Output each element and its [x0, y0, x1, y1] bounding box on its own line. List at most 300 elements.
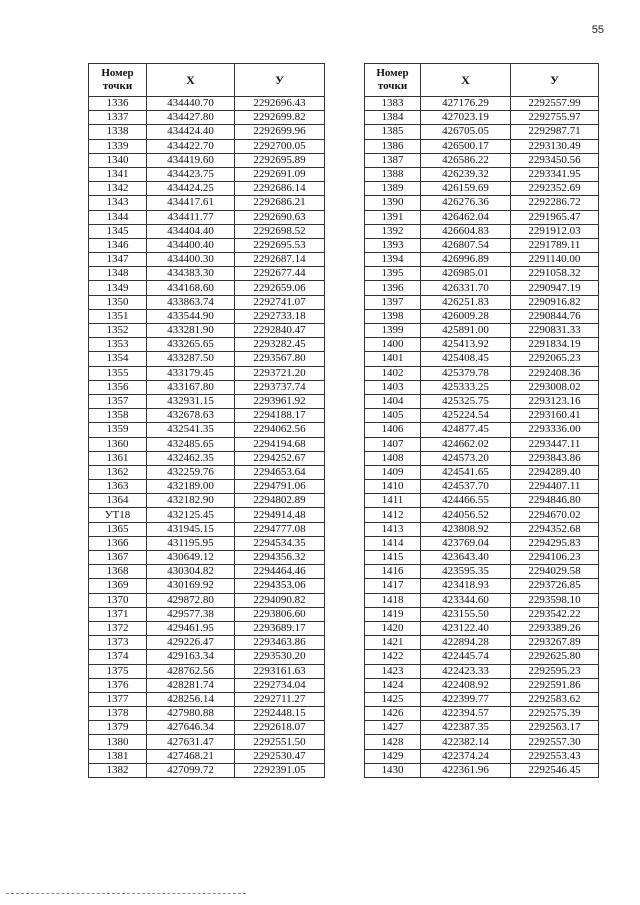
table-row [89, 749, 325, 763]
cell-x: 426009.28 [421, 309, 511, 323]
table-row [89, 636, 325, 650]
cell-y: 2292696.43 [235, 97, 325, 111]
cell-point-number: 1336 [89, 97, 147, 111]
cell-point-number: 1421 [365, 636, 421, 650]
cell-y: 2292448.15 [235, 707, 325, 721]
table-row [89, 423, 325, 437]
cell-y: 2293806.60 [235, 607, 325, 621]
table-row [89, 465, 325, 479]
cell-point-number: 1388 [365, 167, 421, 181]
cell-x: 433179.45 [147, 366, 235, 380]
cell-y: 2292595.23 [511, 664, 599, 678]
table-row [89, 664, 325, 678]
cell-point-number: 1419 [365, 607, 421, 621]
cell-y: 2292553.43 [511, 749, 599, 763]
cell-y: 2293598.10 [511, 593, 599, 607]
table-row [365, 295, 599, 309]
cell-point-number: 1361 [89, 451, 147, 465]
cell-y: 2292659.06 [235, 281, 325, 295]
cell-y: 2290916.82 [511, 295, 599, 309]
cell-y: 2294062.56 [235, 423, 325, 437]
cell-point-number: 1427 [365, 721, 421, 735]
cell-point-number: 1382 [89, 763, 147, 777]
table-row [89, 735, 325, 749]
table-row [365, 153, 599, 167]
cell-x: 429872.80 [147, 593, 235, 607]
table-row [89, 366, 325, 380]
table-row [89, 210, 325, 224]
table-row [89, 111, 325, 125]
table-row [365, 210, 599, 224]
cell-x: 424537.70 [421, 480, 511, 494]
table-row [365, 650, 599, 664]
cell-y: 2292733.18 [235, 309, 325, 323]
cell-x: 432931.15 [147, 394, 235, 408]
table-row [89, 380, 325, 394]
cell-y: 2290844.76 [511, 309, 599, 323]
cell-x: 426159.69 [421, 182, 511, 196]
cell-x: 428281.74 [147, 678, 235, 692]
cell-y: 2294914.48 [235, 508, 325, 522]
cell-x: 430304.82 [147, 565, 235, 579]
cell-point-number: 1356 [89, 380, 147, 394]
table-row [89, 224, 325, 238]
table-row [89, 309, 325, 323]
cell-y: 2293008.02 [511, 380, 599, 394]
cell-point-number: 1355 [89, 366, 147, 380]
cell-point-number: 1378 [89, 707, 147, 721]
cell-y: 2292563.17 [511, 721, 599, 735]
cell-y: 2292546.45 [511, 763, 599, 777]
table-row [365, 97, 599, 111]
cell-point-number: 1372 [89, 621, 147, 635]
cell-y: 2293447.11 [511, 437, 599, 451]
table-row [89, 437, 325, 451]
cell-x: 426276.36 [421, 196, 511, 210]
cell-point-number: 1353 [89, 338, 147, 352]
cell-y: 2292711.27 [235, 692, 325, 706]
cell-x: 423344.60 [421, 593, 511, 607]
cell-x: 434424.40 [147, 125, 235, 139]
cell-x: 433287.50 [147, 352, 235, 366]
cell-x: 422361.96 [421, 763, 511, 777]
table-row [365, 508, 599, 522]
cell-x: 425413.92 [421, 338, 511, 352]
cell-point-number: 1391 [365, 210, 421, 224]
cell-point-number: 1387 [365, 153, 421, 167]
table-row [365, 267, 599, 281]
cell-x: 433281.90 [147, 324, 235, 338]
cell-x: 426604.83 [421, 224, 511, 238]
cell-y: 2293282.45 [235, 338, 325, 352]
cell-point-number: 1340 [89, 153, 147, 167]
cell-y: 2292690.63 [235, 210, 325, 224]
cell-point-number: 1409 [365, 465, 421, 479]
cell-x: 432462.35 [147, 451, 235, 465]
cell-x: 422382.14 [421, 735, 511, 749]
cell-x: 433544.90 [147, 309, 235, 323]
cell-y: 2292734.04 [235, 678, 325, 692]
cell-point-number: 1397 [365, 295, 421, 309]
cell-y: 2293542.22 [511, 607, 599, 621]
cell-x: 422387.35 [421, 721, 511, 735]
cell-y: 2292391.05 [235, 763, 325, 777]
cell-y: 2294188.17 [235, 409, 325, 423]
cell-point-number: 1423 [365, 664, 421, 678]
cell-x: 426705.05 [421, 125, 511, 139]
header-y: У [511, 64, 599, 97]
cell-point-number: 1400 [365, 338, 421, 352]
cell-x: 426586.22 [421, 153, 511, 167]
cell-point-number: 1422 [365, 650, 421, 664]
cell-y: 2293336.00 [511, 423, 599, 437]
table-row [365, 111, 599, 125]
cell-y: 2292700.05 [235, 139, 325, 153]
table-row [365, 380, 599, 394]
cell-point-number: 1367 [89, 551, 147, 565]
cell-point-number: 1403 [365, 380, 421, 394]
cell-point-number: 1342 [89, 182, 147, 196]
table-row [365, 678, 599, 692]
cell-x: 434440.70 [147, 97, 235, 111]
table-row [365, 238, 599, 252]
cell-x: 422399.77 [421, 692, 511, 706]
cell-y: 2292987.71 [511, 125, 599, 139]
cell-x: 433167.80 [147, 380, 235, 394]
cell-y: 2292551.50 [235, 735, 325, 749]
cell-y: 2293123.16 [511, 394, 599, 408]
cell-y: 2292575.39 [511, 707, 599, 721]
cell-y: 2291965.47 [511, 210, 599, 224]
cell-x: 427468.21 [147, 749, 235, 763]
table-body [365, 97, 599, 778]
table-row [365, 437, 599, 451]
table-row [365, 579, 599, 593]
cell-x: 433265.65 [147, 338, 235, 352]
cell-x: 425333.25 [421, 380, 511, 394]
cell-x: 427099.72 [147, 763, 235, 777]
cell-y: 2293267.89 [511, 636, 599, 650]
cell-point-number: 1418 [365, 593, 421, 607]
table-row [365, 721, 599, 735]
cell-x: 423155.50 [421, 607, 511, 621]
cell-y: 2292695.89 [235, 153, 325, 167]
cell-point-number: 1398 [365, 309, 421, 323]
cell-x: 424466.55 [421, 494, 511, 508]
table-row [365, 607, 599, 621]
cell-point-number: 1412 [365, 508, 421, 522]
cell-y: 2291912.03 [511, 224, 599, 238]
cell-y: 2294353.06 [235, 579, 325, 593]
cell-y: 2293463.86 [235, 636, 325, 650]
table-row [365, 707, 599, 721]
table-row [365, 224, 599, 238]
cell-point-number: 1408 [365, 451, 421, 465]
table-row [89, 253, 325, 267]
table-row [365, 664, 599, 678]
cell-x: 429226.47 [147, 636, 235, 650]
table-row [365, 182, 599, 196]
cell-y: 2292286.72 [511, 196, 599, 210]
cell-y: 2292755.97 [511, 111, 599, 125]
cell-point-number: 1360 [89, 437, 147, 451]
table-row [365, 551, 599, 565]
table-row [365, 763, 599, 777]
table-row [365, 423, 599, 437]
table-row [89, 324, 325, 338]
cell-x: 422408.92 [421, 678, 511, 692]
table-row [365, 253, 599, 267]
table-row [365, 451, 599, 465]
table-row [89, 593, 325, 607]
cell-x: 432182.90 [147, 494, 235, 508]
cell-y: 2294252.67 [235, 451, 325, 465]
table-row [89, 352, 325, 366]
cell-point-number: 1351 [89, 309, 147, 323]
cell-x: 434417.61 [147, 196, 235, 210]
table-row [89, 281, 325, 295]
cell-point-number: 1364 [89, 494, 147, 508]
cell-x: 434411.77 [147, 210, 235, 224]
table-row [89, 763, 325, 777]
cell-y: 2293341.95 [511, 167, 599, 181]
table-row [89, 494, 325, 508]
table-row [89, 621, 325, 635]
cell-point-number: 1425 [365, 692, 421, 706]
header-point-number: Номер точки [89, 64, 147, 97]
cell-x: 434423.75 [147, 167, 235, 181]
table-row [89, 707, 325, 721]
cell-point-number: 1371 [89, 607, 147, 621]
cell-point-number: 1352 [89, 324, 147, 338]
cell-y: 2292840.47 [235, 324, 325, 338]
cell-y: 2292625.80 [511, 650, 599, 664]
cell-x: 432189.00 [147, 480, 235, 494]
cell-point-number: 1420 [365, 621, 421, 635]
table-row [89, 551, 325, 565]
cell-x: 423808.92 [421, 522, 511, 536]
cell-y: 2293161.63 [235, 664, 325, 678]
cell-point-number: 1424 [365, 678, 421, 692]
cell-y: 2294194.68 [235, 437, 325, 451]
cell-x: 425224.54 [421, 409, 511, 423]
cell-point-number: 1414 [365, 536, 421, 550]
cell-y: 2292557.99 [511, 97, 599, 111]
cell-x: 424573.20 [421, 451, 511, 465]
cell-y: 2292686.21 [235, 196, 325, 210]
cell-y: 2294106.23 [511, 551, 599, 565]
cell-x: 434419.60 [147, 153, 235, 167]
cell-point-number: 1417 [365, 579, 421, 593]
cell-x: 424056.52 [421, 508, 511, 522]
cell-y: 2293737.74 [235, 380, 325, 394]
cell-point-number: 1345 [89, 224, 147, 238]
cell-x: 425325.75 [421, 394, 511, 408]
table-row [89, 338, 325, 352]
table-row [365, 593, 599, 607]
cell-x: 431945.15 [147, 522, 235, 536]
table-row [89, 565, 325, 579]
table-row [365, 281, 599, 295]
cell-y: 2292557.30 [511, 735, 599, 749]
cell-x: 434400.40 [147, 238, 235, 252]
cell-y: 2293130.49 [511, 139, 599, 153]
cell-x: 430649.12 [147, 551, 235, 565]
cell-x: 431195.95 [147, 536, 235, 550]
table-row [365, 196, 599, 210]
table-row [89, 678, 325, 692]
cell-x: 426331.70 [421, 281, 511, 295]
cell-y: 2294846.80 [511, 494, 599, 508]
cell-y: 2292686.14 [235, 182, 325, 196]
cell-point-number: 1363 [89, 480, 147, 494]
cell-x: 434383.30 [147, 267, 235, 281]
table-row [89, 97, 325, 111]
cell-y: 2292698.52 [235, 224, 325, 238]
cell-point-number: 1376 [89, 678, 147, 692]
cell-y: 2294295.83 [511, 536, 599, 550]
cell-x: 427176.29 [421, 97, 511, 111]
header-y: У [235, 64, 325, 97]
table-row [89, 692, 325, 706]
cell-point-number: 1341 [89, 167, 147, 181]
cell-point-number: УТ18 [89, 508, 147, 522]
cell-x: 422394.57 [421, 707, 511, 721]
table-row [89, 167, 325, 181]
cell-point-number: 1347 [89, 253, 147, 267]
cell-y: 2292677.44 [235, 267, 325, 281]
cell-x: 429461.95 [147, 621, 235, 635]
cell-x: 434424.25 [147, 182, 235, 196]
cell-y: 2294029.58 [511, 565, 599, 579]
table-row [89, 579, 325, 593]
cell-x: 434168.60 [147, 281, 235, 295]
cell-point-number: 1385 [365, 125, 421, 139]
cell-y: 2291789.11 [511, 238, 599, 252]
coordinates-table-right [364, 63, 599, 778]
table-row [365, 480, 599, 494]
cell-point-number: 1381 [89, 749, 147, 763]
cell-x: 427023.19 [421, 111, 511, 125]
cell-point-number: 1368 [89, 565, 147, 579]
cell-y: 2292408.36 [511, 366, 599, 380]
table-row [365, 139, 599, 153]
cell-x: 425891.00 [421, 324, 511, 338]
cell-point-number: 1426 [365, 707, 421, 721]
table-row [89, 536, 325, 550]
table-row [365, 565, 599, 579]
cell-y: 2293721.20 [235, 366, 325, 380]
cell-y: 2293843.86 [511, 451, 599, 465]
cell-y: 2290831.33 [511, 324, 599, 338]
cell-point-number: 1386 [365, 139, 421, 153]
cell-x: 426985.01 [421, 267, 511, 281]
table-row [89, 607, 325, 621]
cell-point-number: 1358 [89, 409, 147, 423]
cell-x: 432125.45 [147, 508, 235, 522]
cell-y: 2294289.40 [511, 465, 599, 479]
cell-y: 2292583.62 [511, 692, 599, 706]
cell-point-number: 1394 [365, 253, 421, 267]
cell-x: 423769.04 [421, 536, 511, 550]
table-row [365, 636, 599, 650]
cell-x: 426462.04 [421, 210, 511, 224]
cell-y: 2294356.32 [235, 551, 325, 565]
cell-point-number: 1357 [89, 394, 147, 408]
table-header-row [365, 64, 599, 97]
table-row [365, 366, 599, 380]
cell-point-number: 1393 [365, 238, 421, 252]
cell-x: 425379.78 [421, 366, 511, 380]
table-header-row [89, 64, 325, 97]
table-row [89, 153, 325, 167]
table-row [89, 182, 325, 196]
cell-x: 426251.83 [421, 295, 511, 309]
cell-y: 2292695.53 [235, 238, 325, 252]
table-row [89, 295, 325, 309]
cell-point-number: 1415 [365, 551, 421, 565]
cell-point-number: 1406 [365, 423, 421, 437]
cell-x: 423122.40 [421, 621, 511, 635]
cell-x: 426996.89 [421, 253, 511, 267]
cell-x: 422445.74 [421, 650, 511, 664]
cell-x: 422374.24 [421, 749, 511, 763]
cell-x: 430169.92 [147, 579, 235, 593]
cell-x: 426239.32 [421, 167, 511, 181]
table-row [89, 139, 325, 153]
table-row [89, 238, 325, 252]
cell-point-number: 1374 [89, 650, 147, 664]
cell-y: 2292591.86 [511, 678, 599, 692]
table-row [89, 480, 325, 494]
cell-point-number: 1404 [365, 394, 421, 408]
cell-y: 2294653.64 [235, 465, 325, 479]
cell-x: 434400.30 [147, 253, 235, 267]
cell-point-number: 1410 [365, 480, 421, 494]
cell-x: 426500.17 [421, 139, 511, 153]
cell-x: 425408.45 [421, 352, 511, 366]
cell-point-number: 1390 [365, 196, 421, 210]
cell-point-number: 1401 [365, 352, 421, 366]
cell-y: 2292699.82 [235, 111, 325, 125]
cell-y: 2292691.09 [235, 167, 325, 181]
table-row [365, 324, 599, 338]
table-row [89, 196, 325, 210]
cell-point-number: 1346 [89, 238, 147, 252]
cell-x: 432541.35 [147, 423, 235, 437]
page-number: 55 [591, 24, 604, 36]
cell-x: 427980.88 [147, 707, 235, 721]
cell-point-number: 1369 [89, 579, 147, 593]
table-row [89, 267, 325, 281]
cell-point-number: 1384 [365, 111, 421, 125]
table-row [365, 409, 599, 423]
cell-x: 423418.93 [421, 579, 511, 593]
table-row [365, 465, 599, 479]
cell-x: 423643.40 [421, 551, 511, 565]
cell-y: 2293961.92 [235, 394, 325, 408]
table-row [89, 721, 325, 735]
cell-x: 433863.74 [147, 295, 235, 309]
table-row [365, 536, 599, 550]
cell-y: 2292530.47 [235, 749, 325, 763]
cell-point-number: 1339 [89, 139, 147, 153]
cell-x: 424877.45 [421, 423, 511, 437]
cell-point-number: 1349 [89, 281, 147, 295]
cell-point-number: 1430 [365, 763, 421, 777]
cell-point-number: 1366 [89, 536, 147, 550]
table-row [89, 451, 325, 465]
